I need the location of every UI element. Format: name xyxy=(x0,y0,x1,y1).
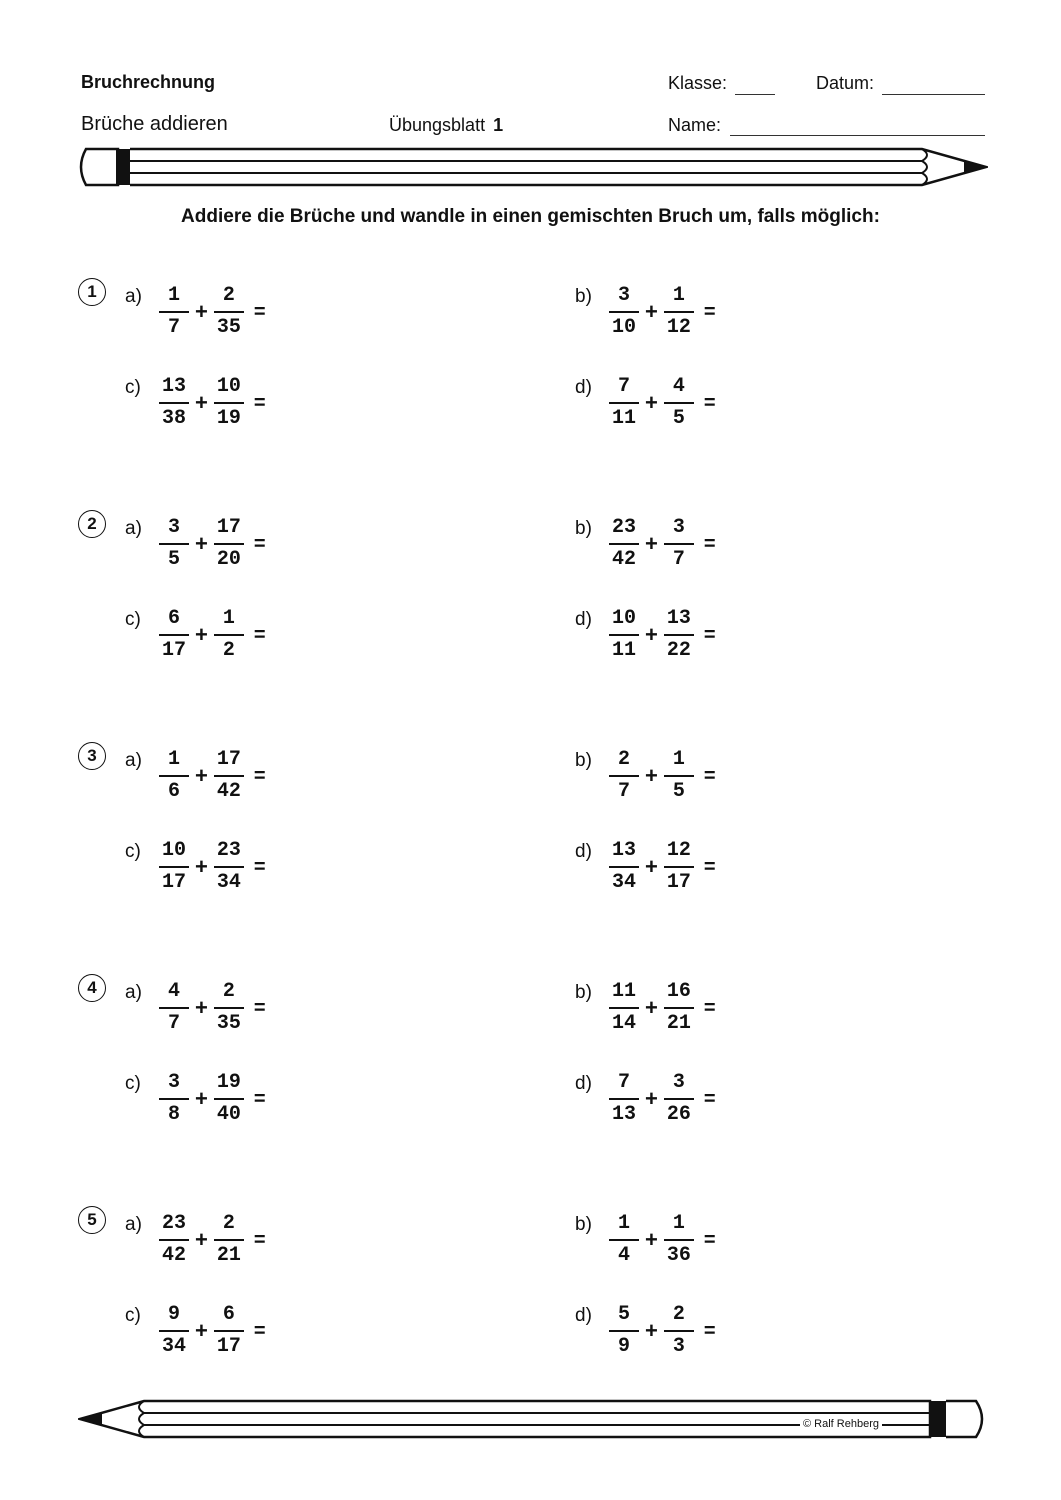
numerator: 1 xyxy=(617,1212,630,1235)
plus-sign: + xyxy=(645,1227,658,1252)
numerator: 17 xyxy=(216,516,241,539)
problem xyxy=(575,512,716,576)
problem-label: b) xyxy=(575,982,592,1003)
numerator: 2 xyxy=(222,980,235,1003)
problem xyxy=(575,280,716,344)
plus-sign: + xyxy=(645,1318,658,1343)
equals-sign: = xyxy=(253,391,266,414)
problem xyxy=(575,1067,716,1131)
numerator: 2 xyxy=(672,1303,685,1326)
denominator: 34 xyxy=(161,1335,186,1358)
pencil-top-icon xyxy=(76,146,988,188)
fraction-2 xyxy=(664,374,694,432)
denominator: 35 xyxy=(216,1012,241,1035)
fraction-bar xyxy=(159,1239,189,1241)
numerator: 4 xyxy=(672,375,685,398)
fraction-bar xyxy=(609,402,639,404)
denominator: 42 xyxy=(161,1244,186,1267)
fraction-bar xyxy=(664,1098,694,1100)
denominator: 17 xyxy=(161,639,186,662)
fraction-bar xyxy=(159,1007,189,1009)
fraction-bar xyxy=(664,775,694,777)
plus-sign: + xyxy=(195,622,208,647)
fraction-1 xyxy=(159,838,189,896)
fraction-bar xyxy=(609,1330,639,1332)
problem xyxy=(575,371,716,435)
plus-sign: + xyxy=(645,531,658,556)
worksheet-subtitle: Brüche addieren xyxy=(81,113,228,135)
numerator: 10 xyxy=(161,839,186,862)
problem xyxy=(125,280,266,344)
plus-sign: + xyxy=(645,622,658,647)
fraction-bar xyxy=(664,1239,694,1241)
plus-sign: + xyxy=(195,1227,208,1252)
equals-sign: = xyxy=(253,855,266,878)
problem-label: a) xyxy=(125,286,142,307)
fraction-2 xyxy=(214,283,244,341)
numerator: 13 xyxy=(161,375,186,398)
fraction-1 xyxy=(609,283,639,341)
plus-sign: + xyxy=(645,854,658,879)
plus-sign: + xyxy=(645,299,658,324)
numerator: 1 xyxy=(672,1212,685,1235)
equals-sign: = xyxy=(703,1228,716,1251)
equals-sign: = xyxy=(703,391,716,414)
sheet-number: 1 xyxy=(493,115,504,135)
numerator: 17 xyxy=(216,748,241,771)
fraction-bar xyxy=(609,634,639,636)
fraction-2 xyxy=(664,283,694,341)
equals-sign: = xyxy=(703,764,716,787)
numerator: 6 xyxy=(167,607,180,630)
numerator: 7 xyxy=(617,375,630,398)
denominator: 19 xyxy=(216,407,241,430)
fraction-bar xyxy=(664,866,694,868)
numerator: 19 xyxy=(216,1071,241,1094)
denominator: 20 xyxy=(216,548,241,571)
problem-label: a) xyxy=(125,1214,142,1235)
name-blank[interactable] xyxy=(730,135,985,136)
fraction-2 xyxy=(664,515,694,573)
numerator: 1 xyxy=(167,284,180,307)
problem xyxy=(125,512,266,576)
numerator: 3 xyxy=(617,284,630,307)
denominator: 22 xyxy=(666,639,691,662)
denominator: 17 xyxy=(216,1335,241,1358)
fraction-bar xyxy=(214,311,244,313)
fraction-1 xyxy=(609,374,639,432)
fraction-1 xyxy=(159,515,189,573)
exercise-number: 4 xyxy=(78,974,106,1002)
numerator: 4 xyxy=(167,980,180,1003)
problem xyxy=(125,603,266,667)
fraction-1 xyxy=(159,283,189,341)
fraction-bar xyxy=(664,1007,694,1009)
problem-label: a) xyxy=(125,750,142,771)
problem-label: d) xyxy=(575,609,592,630)
fraction-1 xyxy=(159,1302,189,1360)
fraction-bar xyxy=(214,1239,244,1241)
fraction-bar xyxy=(214,634,244,636)
problem-label: d) xyxy=(575,1305,592,1326)
numerator: 23 xyxy=(216,839,241,862)
fraction-bar xyxy=(609,866,639,868)
fraction-1 xyxy=(609,747,639,805)
plus-sign: + xyxy=(195,299,208,324)
class-blank[interactable] xyxy=(735,94,775,95)
fraction-bar xyxy=(159,634,189,636)
fraction-2 xyxy=(214,1211,244,1269)
fraction-1 xyxy=(609,1070,639,1128)
fraction-2 xyxy=(214,1302,244,1360)
copyright-text: © Ralf Rehberg xyxy=(800,1418,882,1430)
fraction-bar xyxy=(159,402,189,404)
class-label: Klasse: xyxy=(668,73,728,93)
denominator: 17 xyxy=(666,871,691,894)
exercise-number: 5 xyxy=(78,1206,106,1234)
fraction-1 xyxy=(609,606,639,664)
denominator: 11 xyxy=(611,407,636,430)
problem-label: d) xyxy=(575,841,592,862)
denominator: 5 xyxy=(672,407,685,430)
fraction-bar xyxy=(214,866,244,868)
fraction-2 xyxy=(214,515,244,573)
problem-label: d) xyxy=(575,1073,592,1094)
problem-label: c) xyxy=(125,609,141,630)
plus-sign: + xyxy=(195,1318,208,1343)
problem xyxy=(125,744,266,808)
plus-sign: + xyxy=(195,531,208,556)
denominator: 5 xyxy=(167,548,180,571)
fraction-bar xyxy=(214,1098,244,1100)
equals-sign: = xyxy=(703,855,716,878)
fraction-bar xyxy=(159,866,189,868)
numerator: 1 xyxy=(167,748,180,771)
instruction-text: Addiere die Brüche und wandle in einen gemischten Bruch um, falls möglich: xyxy=(181,206,880,227)
date-label: Datum: xyxy=(816,73,875,93)
problem-label: b) xyxy=(575,286,592,307)
fraction-bar xyxy=(664,634,694,636)
problem xyxy=(575,744,716,808)
equals-sign: = xyxy=(253,623,266,646)
sheet-label-wrapper xyxy=(389,115,503,136)
numerator: 7 xyxy=(617,1071,630,1094)
fraction-bar xyxy=(609,311,639,313)
problem-label: c) xyxy=(125,377,141,398)
fraction-bar xyxy=(159,775,189,777)
numerator: 10 xyxy=(611,607,636,630)
date-blank[interactable] xyxy=(882,94,985,95)
numerator: 3 xyxy=(672,1071,685,1094)
denominator: 7 xyxy=(167,1012,180,1035)
denominator: 5 xyxy=(672,780,685,803)
denominator: 34 xyxy=(216,871,241,894)
fraction-bar xyxy=(609,775,639,777)
numerator: 1 xyxy=(672,748,685,771)
fraction-bar xyxy=(159,1098,189,1100)
fraction-bar xyxy=(664,402,694,404)
problem-label: a) xyxy=(125,518,142,539)
problem xyxy=(125,371,266,435)
fraction-2 xyxy=(664,1070,694,1128)
exercise-number: 1 xyxy=(78,278,106,306)
numerator: 1 xyxy=(672,284,685,307)
problem-label: c) xyxy=(125,1305,141,1326)
problem-label: c) xyxy=(125,841,141,862)
fraction-1 xyxy=(609,979,639,1037)
fraction-bar xyxy=(214,1007,244,1009)
denominator: 12 xyxy=(666,316,691,339)
denominator: 42 xyxy=(611,548,636,571)
equals-sign: = xyxy=(253,1319,266,1342)
problem-label: a) xyxy=(125,982,142,1003)
problem-label: d) xyxy=(575,377,592,398)
denominator: 13 xyxy=(611,1103,636,1126)
fraction-2 xyxy=(664,747,694,805)
problem xyxy=(575,603,716,667)
numerator: 2 xyxy=(222,1212,235,1235)
plus-sign: + xyxy=(645,390,658,415)
fraction-bar xyxy=(214,775,244,777)
fraction-2 xyxy=(214,606,244,664)
denominator: 34 xyxy=(611,871,636,894)
denominator: 38 xyxy=(161,407,186,430)
denominator: 6 xyxy=(167,780,180,803)
numerator: 3 xyxy=(167,516,180,539)
fraction-2 xyxy=(214,979,244,1037)
fraction-bar xyxy=(664,311,694,313)
denominator: 7 xyxy=(672,548,685,571)
denominator: 21 xyxy=(216,1244,241,1267)
problem xyxy=(575,1299,716,1363)
plus-sign: + xyxy=(195,390,208,415)
equals-sign: = xyxy=(253,300,266,323)
fraction-bar xyxy=(609,1239,639,1241)
numerator: 23 xyxy=(611,516,636,539)
fraction-1 xyxy=(609,1211,639,1269)
fraction-bar xyxy=(609,543,639,545)
plus-sign: + xyxy=(195,763,208,788)
fraction-bar xyxy=(664,1330,694,1332)
fraction-1 xyxy=(159,1211,189,1269)
fraction-bar xyxy=(609,1007,639,1009)
fraction-2 xyxy=(214,747,244,805)
fraction-bar xyxy=(664,543,694,545)
equals-sign: = xyxy=(703,1319,716,1342)
fraction-1 xyxy=(609,515,639,573)
problem xyxy=(125,1067,266,1131)
numerator: 3 xyxy=(672,516,685,539)
denominator: 9 xyxy=(617,1335,630,1358)
numerator: 16 xyxy=(666,980,691,1003)
fraction-1 xyxy=(159,1070,189,1128)
fraction-2 xyxy=(664,1211,694,1269)
numerator: 1 xyxy=(222,607,235,630)
equals-sign: = xyxy=(253,996,266,1019)
sheet-label: Übungsblatt xyxy=(389,115,486,135)
equals-sign: = xyxy=(703,300,716,323)
denominator: 7 xyxy=(167,316,180,339)
numerator: 12 xyxy=(666,839,691,862)
equals-sign: = xyxy=(703,1087,716,1110)
equals-sign: = xyxy=(253,764,266,787)
equals-sign: = xyxy=(703,623,716,646)
problem-label: b) xyxy=(575,750,592,771)
equals-sign: = xyxy=(253,1228,266,1251)
denominator: 14 xyxy=(611,1012,636,1035)
problem xyxy=(125,1299,266,1363)
equals-sign: = xyxy=(253,1087,266,1110)
denominator: 8 xyxy=(167,1103,180,1126)
numerator: 10 xyxy=(216,375,241,398)
fraction-2 xyxy=(664,838,694,896)
fraction-bar xyxy=(214,543,244,545)
problem xyxy=(125,835,266,899)
fraction-bar xyxy=(214,1330,244,1332)
denominator: 40 xyxy=(216,1103,241,1126)
numerator: 13 xyxy=(666,607,691,630)
fraction-1 xyxy=(159,374,189,432)
fraction-2 xyxy=(214,838,244,896)
exercise-number: 3 xyxy=(78,742,106,770)
denominator: 21 xyxy=(666,1012,691,1035)
numerator: 11 xyxy=(611,980,636,1003)
problem xyxy=(125,976,266,1040)
numerator: 6 xyxy=(222,1303,235,1326)
denominator: 42 xyxy=(216,780,241,803)
problem-label: b) xyxy=(575,518,592,539)
plus-sign: + xyxy=(195,1086,208,1111)
plus-sign: + xyxy=(645,995,658,1020)
numerator: 23 xyxy=(161,1212,186,1235)
fraction-2 xyxy=(664,606,694,664)
fraction-2 xyxy=(214,1070,244,1128)
problem xyxy=(575,1208,716,1272)
fraction-2 xyxy=(664,979,694,1037)
equals-sign: = xyxy=(703,532,716,555)
denominator: 3 xyxy=(672,1335,685,1358)
numerator: 2 xyxy=(222,284,235,307)
denominator: 11 xyxy=(611,639,636,662)
denominator: 2 xyxy=(222,639,235,662)
numerator: 13 xyxy=(611,839,636,862)
plus-sign: + xyxy=(645,1086,658,1111)
fraction-2 xyxy=(214,374,244,432)
fraction-1 xyxy=(609,838,639,896)
exercise-number: 2 xyxy=(78,510,106,538)
problem xyxy=(575,976,716,1040)
fraction-1 xyxy=(159,979,189,1037)
numerator: 5 xyxy=(617,1303,630,1326)
problem xyxy=(125,1208,266,1272)
denominator: 26 xyxy=(666,1103,691,1126)
fraction-bar xyxy=(159,543,189,545)
problem-label: c) xyxy=(125,1073,141,1094)
numerator: 2 xyxy=(617,748,630,771)
problem xyxy=(575,835,716,899)
fraction-bar xyxy=(214,402,244,404)
fraction-1 xyxy=(609,1302,639,1360)
denominator: 7 xyxy=(617,780,630,803)
numerator: 9 xyxy=(167,1303,180,1326)
fraction-bar xyxy=(159,1330,189,1332)
numerator: 3 xyxy=(167,1071,180,1094)
fraction-bar xyxy=(609,1098,639,1100)
plus-sign: + xyxy=(195,995,208,1020)
denominator: 4 xyxy=(617,1244,630,1267)
problem-label: b) xyxy=(575,1214,592,1235)
fraction-1 xyxy=(159,606,189,664)
denominator: 35 xyxy=(216,316,241,339)
denominator: 17 xyxy=(161,871,186,894)
plus-sign: + xyxy=(645,763,658,788)
equals-sign: = xyxy=(253,532,266,555)
fraction-bar xyxy=(159,311,189,313)
denominator: 36 xyxy=(666,1244,691,1267)
denominator: 10 xyxy=(611,316,636,339)
worksheet-title: Bruchrechnung xyxy=(81,72,216,92)
fraction-2 xyxy=(664,1302,694,1360)
plus-sign: + xyxy=(195,854,208,879)
fraction-1 xyxy=(159,747,189,805)
name-label: Name: xyxy=(668,115,722,135)
equals-sign: = xyxy=(703,996,716,1019)
